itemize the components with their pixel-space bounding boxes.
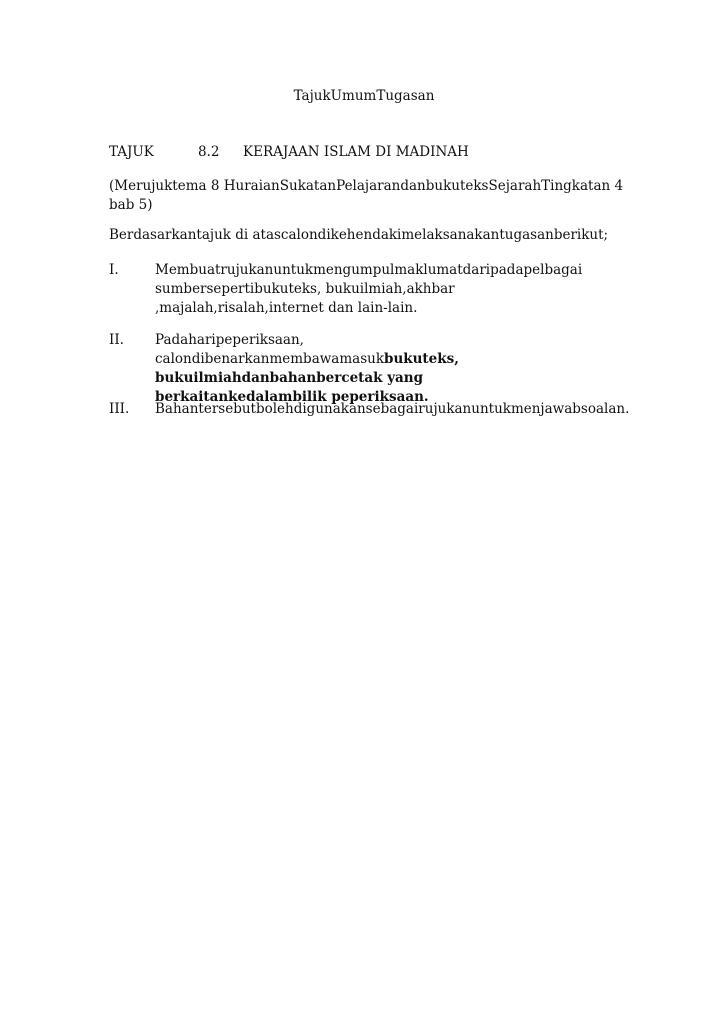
- tajuk-label: TAJUK: [109, 144, 154, 160]
- item-text: [155, 331, 595, 407]
- item-text: Bahantersebutbolehdigunakansebagairujukanuntukmenjawabsoalan.: [155, 401, 630, 417]
- reference-note: (Merujuktema 8 HuraianSukatanPelajarandanbukuteksSejarahTingkatan 4 bab 5): [109, 178, 624, 213]
- item-text-normal: Padaharipeperiksaan, calondibenarkanmembawamasuk: [155, 332, 384, 367]
- item-number: I.: [109, 262, 119, 278]
- tajuk-text: KERAJAAN ISLAM DI MADINAH: [243, 144, 469, 160]
- item-number: III.: [109, 401, 130, 417]
- intro-text: Berdasarkantajuk di atascalondikehendakimelaksanakantugasanberikut;: [109, 227, 609, 243]
- tajuk-number: 8.2: [198, 144, 220, 160]
- item-number: II.: [109, 332, 124, 348]
- item-text-bold: bukuteks, bukuilmiahdanbahanbercetak yang berkaitankedalambilik peperiksaan.: [155, 351, 459, 405]
- document-title: TajukUmumTugasan: [293, 88, 435, 104]
- item-text: Membuatrujukanuntukmengumpulmaklumatdaripadapelbagai sumbersepertibukuteks, bukuilmiah,akhbar ,majalah,risalah,internet dan lain-lain.: [155, 262, 583, 316]
